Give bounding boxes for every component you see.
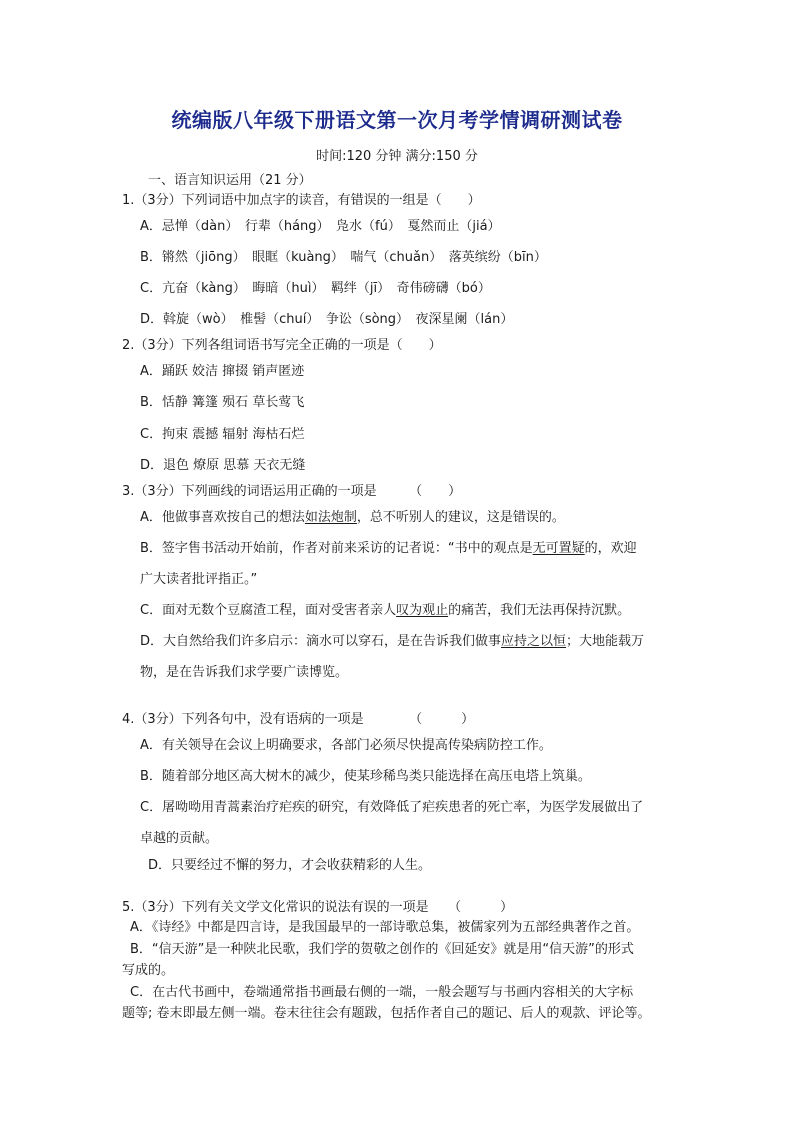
q5-option-c-cont: 题等; 卷末即最左侧一端。卷末往往会有题跋，包括作者自己的题记、后人的观款、评论等。 (122, 1006, 651, 1021)
q1-stem: 1.（3分）下列词语中加点字的读音，有错误的一组是（ ） (122, 193, 481, 208)
q2-option-c: C．拘束 震撼 辐射 海枯石烂 (140, 427, 305, 442)
q1-option-c: C．亢奋（kàng） 晦暗（huì） 羁绊（jī） 奇伟磅礴（bó） (140, 281, 491, 296)
q3-a-underlined: 如法炮制 (304, 510, 357, 525)
q5-option-b-cont: 写成的。 (122, 963, 175, 978)
q5-option-c: C．在古代书画中，卷端通常指书画最右侧的一端，一般会题写与书画内容相关的大字标 (130, 985, 634, 1000)
q4-option-c: C．屠呦呦用青蒿素治疗疟疾的研究，有效降低了疟疾患者的死亡率，为医学发展做出了 (140, 800, 644, 815)
q3-c-text: C．面对无数个豆腐渣工程，面对受害者亲人 (140, 603, 397, 618)
section-heading: 一、语言知识运用（21 分） (148, 173, 312, 188)
q3-d-text: D．大自然给我们许多启示：滴水可以穿石，是在告诉我们做事 (140, 634, 502, 649)
q3-b-text-end: 的，欢迎 (584, 541, 637, 556)
q3-a-text-end: ，总不听别人的建议，这是错误的。 (356, 510, 565, 525)
q3-d-text-end: ；大地能载万 (566, 634, 645, 649)
q1-option-b: B．锵然（jiōng） 眼眶（kuàng） 喘气（chuǎn） 落英缤纷（bīn） (140, 250, 547, 265)
q3-option-d-cont: 物，是在告诉我们求学要广读博览。 (140, 665, 349, 680)
q3-b-underlined: 无可置疑 (532, 541, 585, 556)
q3-option-b (140, 540, 637, 558)
q5-stem: 5.（3分）下列有关文学文化常识的说法有误的一项是 （ ） (122, 900, 514, 915)
q3-option-c (140, 602, 630, 620)
q4-option-b: B．随着部分地区高大树木的减少，使某珍稀鸟类只能选择在高压电塔上筑巢。 (140, 769, 591, 784)
q2-stem: 2.（3分）下列各组词语书写完全正确的一项是（ ） (122, 338, 442, 353)
q5-option-b: B．“信天游”是一种陕北民歌，我们学的贺敬之创作的《回延安》就是用“信天游”的形式 (130, 942, 634, 957)
q3-stem: 3.（3分）下列画线的词语运用正确的一项是 （ ） (122, 484, 462, 499)
q5-option-a: A．《诗经》中都是四言诗，是我国最早的一部诗歌总集，被儒家列为五部经典著作之首。 (130, 920, 640, 935)
q4-option-d: D．只要经过不懈的努力，才会收获精彩的人生。 (148, 858, 432, 873)
exam-title: 统编版八年级下册语文第一次月考学情调研测试卷 (171, 108, 623, 132)
q2-option-a: A．踊跃 姣洁 撺掇 销声匿迹 (140, 364, 305, 379)
q3-option-b-cont: 广大读者批评指正。” (140, 572, 258, 587)
q2-option-d: D．退色 燎原 思慕 天衣无缝 (140, 458, 306, 473)
q3-a-text: A．他做事喜欢按自己的想法 (140, 510, 305, 525)
q4-stem: 4.（3分）下列各句中，没有语病的一项是 （ ） (122, 712, 475, 727)
q3-d-underlined: 应持之以恒 (501, 634, 567, 649)
q1-option-d: D．斡旋（wò） 椎髻（chuí） 争讼（sòng） 夜深星阑（lán） (140, 312, 514, 327)
q3-b-text: B．签字售书活动开始前，作者对前来采访的记者说：“书中的观点是 (140, 541, 533, 556)
q3-option-a (140, 509, 565, 527)
q1-option-a: A．忌惮（dàn） 行辈（háng） 凫水（fú） 戛然而止（jiá） (140, 219, 501, 234)
q4-option-c-cont: 卓越的贡献。 (140, 831, 219, 846)
q2-option-b: B．恬静 篝篷 殒石 草长莺飞 (140, 395, 305, 410)
exam-time-score: 时间:120 分钟 满分:150 分 (316, 149, 478, 164)
q4-option-a: A．有关领导在会议上明确要求，各部门必须尽快提高传染病防控工作。 (140, 738, 552, 753)
q3-c-text-end: 的痛苦，我们无法再保持沉默。 (448, 603, 631, 618)
q3-c-underlined: 叹为观止 (396, 603, 449, 618)
q3-option-d (140, 633, 644, 651)
